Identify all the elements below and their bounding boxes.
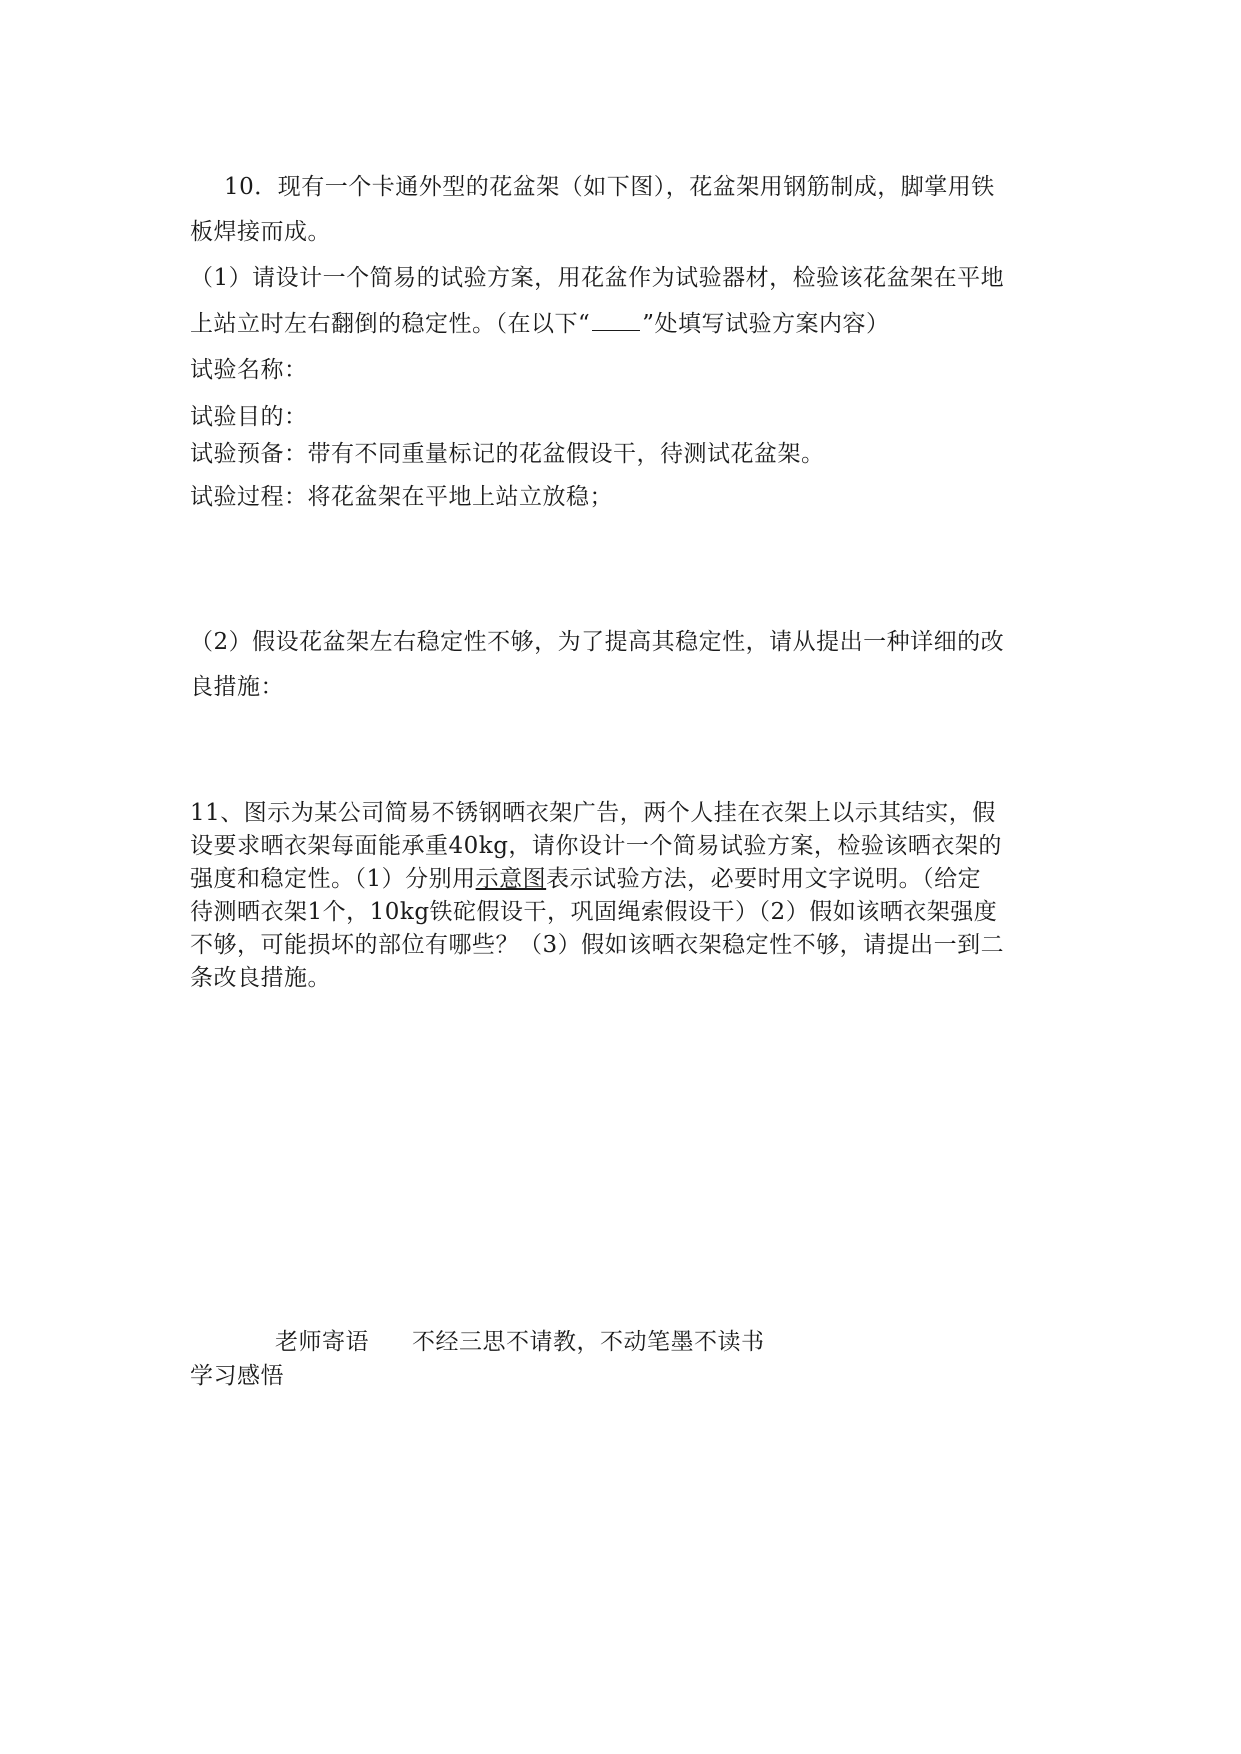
- q11-line-4: 待测晒衣架1个，10kg铁砣假设干，巩固绳索假设干）（2）假如该晒衣架强度: [190, 899, 998, 925]
- q11-line-5: 不够，可能损坏的部位有哪些？（3）假如该晒衣架稳定性不够，请提出一到二: [190, 932, 1005, 958]
- q11-line-3-a: 强度和稳定性。（1）分别用: [190, 866, 476, 892]
- q11-line-6: 条改良措施。: [190, 965, 331, 991]
- test-prep-line: 试验预备：带有不同重量标记的花盆假设干，待测试花盆架。: [190, 441, 825, 467]
- q11-line-1: 11、图示为某公司简易不锈钢晒衣架广告，两个人挂在衣架上以示其结实，假: [190, 800, 996, 826]
- q10-part1-line-2: [190, 309, 890, 339]
- q10-part1-line-1: （1）请设计一个简易的试验方案，用花盆作为试验器材，检验该花盆架在平地: [190, 265, 1005, 291]
- test-purpose-label: 试验目的：: [190, 404, 308, 430]
- test-name-label: 试验名称：: [190, 357, 308, 383]
- fill-blank: [592, 310, 640, 331]
- test-process-line: 试验过程：将花盆架在平地上站立放稳；: [190, 484, 613, 510]
- teacher-message-label: 老师寄语: [275, 1329, 369, 1355]
- q10-part1-line-2-a: 上站立时左右翻倒的稳定性。（在以下“: [190, 311, 591, 337]
- teacher-message-text: 不经三思不请教，不动笔墨不读书: [412, 1329, 765, 1355]
- q10-part2-line-1: （2）假设花盆架左右稳定性不够，为了提高其稳定性，请从提出一种详细的改: [190, 629, 1005, 655]
- q11-line-3: [190, 864, 981, 894]
- q11-line-3-b: 表示试验方法，必要时用文字说明。（给定: [546, 866, 982, 892]
- q10-part1-line-2-b: ”处填写试验方案内容）: [642, 311, 890, 337]
- q11-line-2: 设要求晒衣架每面能承重40kg，请你设计一个简易试验方案，检验该晒衣架的: [190, 833, 1002, 859]
- q10-line-2: 板焊接而成。: [190, 219, 331, 245]
- reflection-label: 学习感悟: [190, 1363, 284, 1389]
- q10-part2-line-2: 良措施：: [190, 674, 284, 700]
- q11-schematic-term: 示意图: [475, 866, 547, 892]
- q10-line-1: 10．现有一个卡通外型的花盆架（如下图），花盆架用钢筋制成，脚掌用铁: [224, 174, 995, 200]
